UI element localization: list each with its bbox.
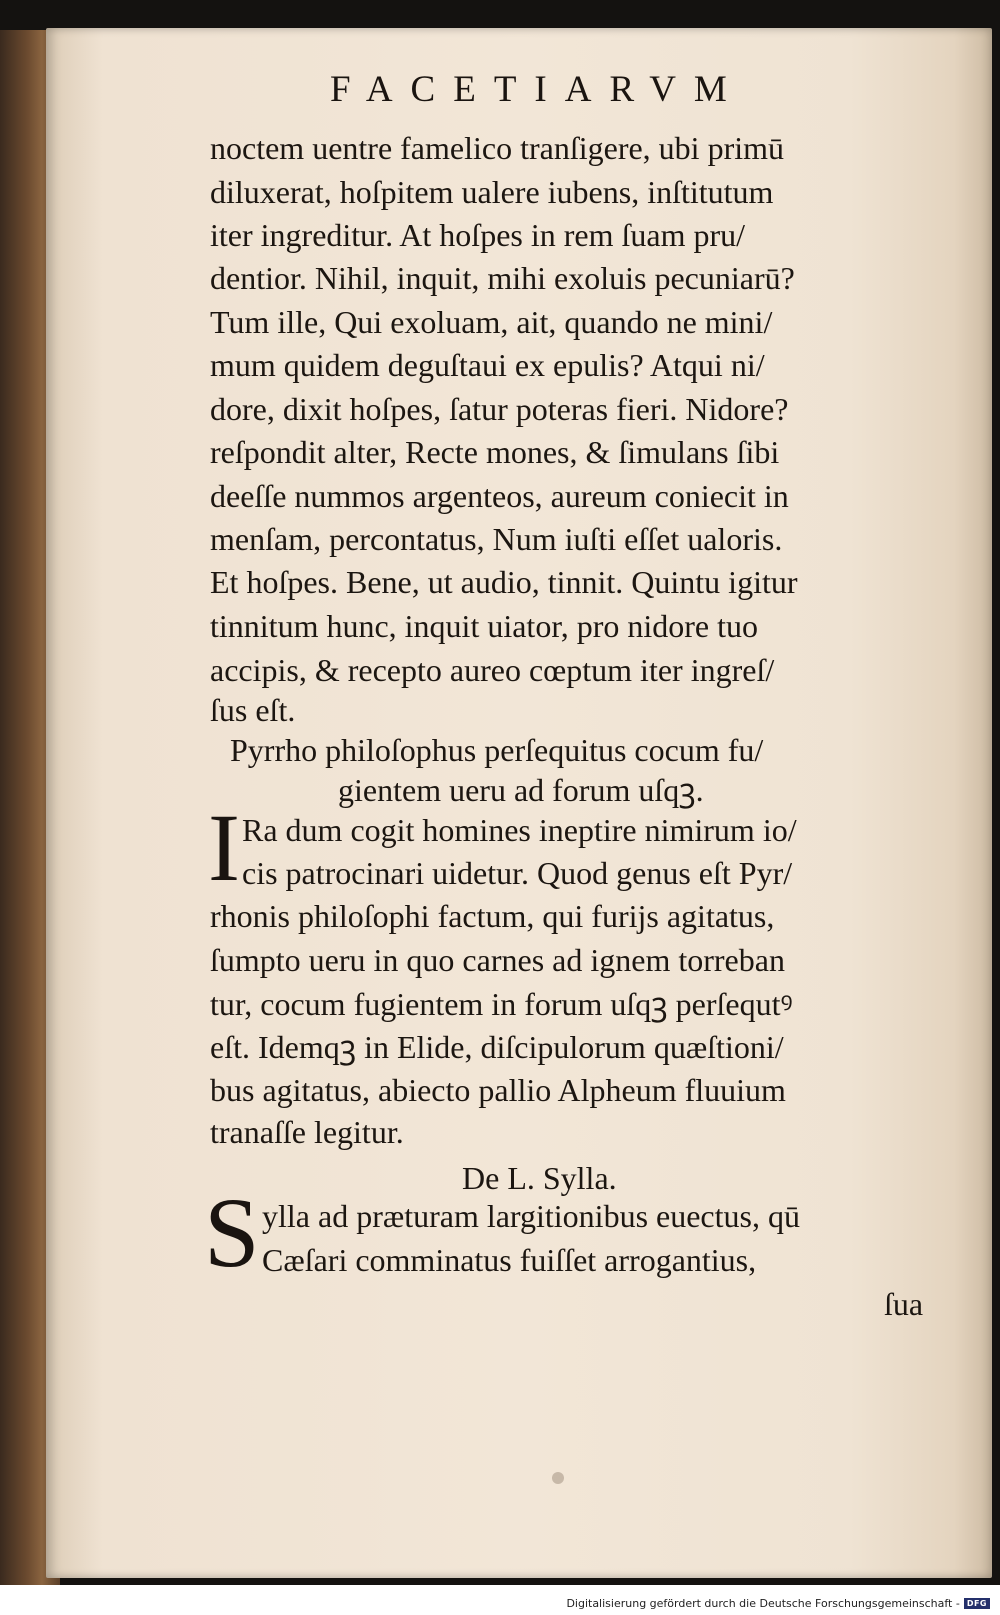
text-line: accipis, & recepto aureo cœptum iter ingreſ/ (210, 652, 775, 688)
text-line: mum quidem deguſtaui ex epulis? Atqui ni/ (210, 347, 765, 383)
text-line: ſus eſt. (210, 692, 296, 728)
section-heading: De L. Sylla. (462, 1160, 617, 1196)
text-line: ſumpto ueru in quo carnes ad ignem torreban (210, 942, 785, 978)
text-line: cis patrocinari uidetur. Quod genus eſt Pyr/ (242, 855, 793, 891)
text-line: iter ingreditur. At hoſpes in rem ſuam pru/ (210, 217, 746, 253)
text-line: eſt. Idemqꝫ in Elide, diſcipulorum quæſtioni/ (210, 1029, 784, 1065)
catchword: ſua (884, 1286, 924, 1322)
drop-capital: I (208, 794, 240, 901)
text-line: Ra dum cogit homines ineptire nimirum io/ (242, 812, 797, 848)
section-heading: gientem ueru ad forum uſqꝫ. (338, 772, 704, 808)
text-line: ylla ad præturam largitionibus euectus, qū (262, 1198, 800, 1234)
paper-stain (552, 1472, 564, 1484)
running-head: FACETIARVM (330, 69, 745, 110)
text-line: Cæſari comminatus fuiſſet arrogantius, (262, 1242, 757, 1278)
text-line: menſam, percontatus, Num iuſti eſſet ualoris. (210, 521, 783, 557)
credit-text: Digitalisierung gefördert durch die Deutsche Forschungsgemeinschaft - (566, 1597, 960, 1610)
drop-capital: S (204, 1177, 260, 1288)
text-line: tur, cocum fugientem in forum uſqꝫ perſequtꝰ (210, 986, 793, 1022)
text-line: deeſſe nummos argenteos, aureum coniecit in (210, 478, 789, 514)
text-line: tranaſſe legitur. (210, 1114, 404, 1150)
text-line: diluxerat, hoſpitem ualere iubens, inſtitutum (210, 174, 774, 210)
text-line: Tum ille, Qui exoluam, ait, quando ne mini/ (210, 304, 773, 340)
text-line: bus agitatus, abiecto pallio Alpheum fluuium (210, 1072, 786, 1108)
digitization-credit (566, 1597, 990, 1610)
text-line: reſpondit alter, Recte mones, & ſimulans ſibi (210, 434, 780, 470)
text-line: noctem uentre famelico tranſigere, ubi primū (210, 130, 784, 166)
text-line: dore, dixit hoſpes, ſatur poteras fieri. Nidore? (210, 391, 789, 427)
text-line: rhonis philoſophi factum, qui furijs agitatus, (210, 898, 775, 934)
text-line: Et hoſpes. Bene, ut audio, tinnit. Quintu igitur (210, 564, 798, 600)
dfg-logo-icon: DFG (964, 1598, 990, 1609)
text-line: tinnitum hunc, inquit uiator, pro nidore tuo (210, 608, 758, 644)
text-line: dentior. Nihil, inquit, mihi exoluis pecuniarū? (210, 260, 795, 296)
section-heading: Pyrrho philoſophus perſequitus cocum fu/ (230, 732, 764, 768)
